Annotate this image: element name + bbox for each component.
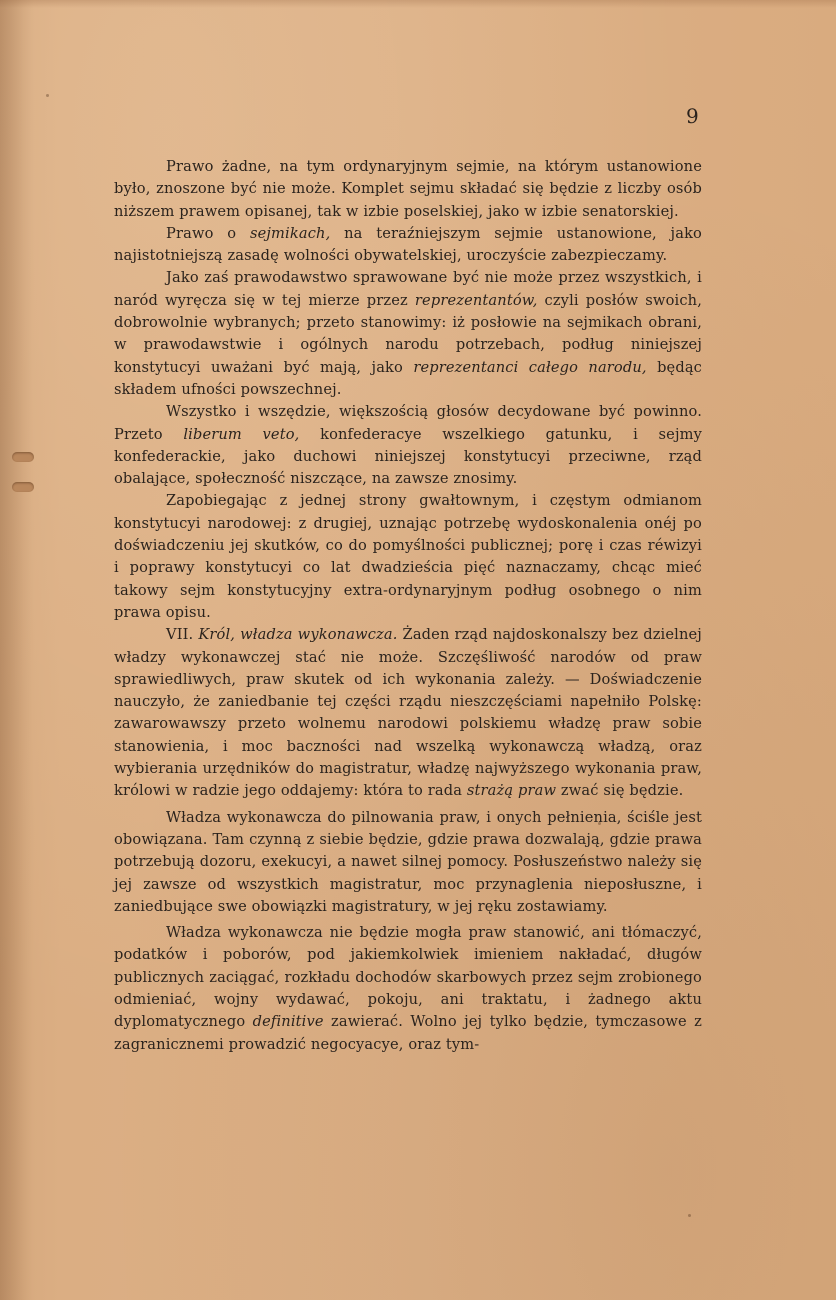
paragraph (114, 490, 702, 624)
paper-speck (688, 1214, 691, 1217)
paragraph (114, 401, 702, 490)
binding-edge (0, 0, 34, 1300)
binding-hole-lower (12, 482, 34, 492)
body-text (114, 156, 702, 1056)
paragraph (114, 267, 702, 401)
section-number: VII. (166, 626, 199, 644)
paragraph (114, 156, 702, 223)
section-heading: Król, władza wykonawcza. (198, 626, 398, 644)
paragraph-text: czyli posłów swoich, dobrowolnie wybranych; przeto stanowimy: iż posłowie na sejmikach obrani, w prawodawstwie i ogólnych narodu potrzebach, podług niniejszej konstytucyi uważani być mają, jako (114, 291, 702, 376)
paragraph-text: Zapobiegając z jednej strony gwałtownym, i częstym odmianom konstytucyi narodowej: z drugiej, uznając potrzebę wydoskonalenia onéj po doświadczeniu jej skutków, co do pomyślności publicznej; porę i czas réwizyi i poprawy konstytucyi co lat dwadzieścia pięć naznaczamy, chcąc mieć takowy sejm konstytucyjny extra-ordynaryjnym podług osobnego o nim prawa opisu. (114, 492, 702, 621)
italic-term: liberum veto, (183, 425, 300, 443)
paragraph (114, 807, 702, 918)
paragraph-text: Prawo żadne, na tym ordynaryjnym sejmie, na którym ustanowione było, znoszone być nie może. Komplet sejmu składać się będzie z liczby osób niższem prawem opisanej, tak w izbie poselskiej, jako w izbie senatorskiej. (114, 158, 702, 220)
paragraph (114, 922, 702, 1056)
paragraph-text: Wszystko i wszędzie, większością głosów decydowane być powinno. Przeto (114, 403, 702, 443)
page-top-edge (0, 0, 836, 8)
italic-term: reprezentanci całego narodu, (413, 358, 647, 376)
paragraph-text: Prawo o (166, 224, 250, 242)
paragraph-text: konfederacye wszelkiego gatunku, i sejmy konfederackie, jako duchowi niniejszej konstytucyi przeciwne, rząd obalające, społeczność niszczące, na zawsze znosimy. (114, 425, 703, 488)
paragraph (114, 223, 702, 268)
section-paragraph (114, 624, 702, 802)
paragraph-text: zwać się będzie. (556, 782, 684, 800)
paragraph-text: zawierać. Wolno jej tylko będzie, tymczasowe z zagranicznemi prowadzić negocyacye, oraz tym- (114, 1013, 702, 1053)
paragraph-text: Władza wykonawcza do pilnowania praw, i onych pełnienia, ściśle jest obowiązana. Tam czynną z siebie będzie, gdzie prawa dozwalają, gdzie prawa potrzebują dozoru, exekucyi, a nawet silnej pomocy. Posłuszeństwo należy się jej zawsze od wszystkich magistratur, moc przynaglenia nieposłuszne, i zaniedbujące swe obowiązki magistratury, w jej ręku zostawiamy. (114, 808, 702, 915)
binding-hole-upper (12, 452, 34, 462)
italic-term: strażą praw (466, 782, 557, 800)
italic-term: sejmikach, (249, 224, 331, 242)
italic-term: reprezentantów, (414, 291, 538, 309)
italic-term: definitive (252, 1013, 324, 1031)
paragraph-text: będąc składem ufności powszechnej. (114, 358, 703, 398)
paper-speck (46, 94, 49, 97)
paragraph-text: Jako zaś prawodawstwo sprawowane być nie może przez wszystkich, i naród wyręcza się w tej mierze przez (114, 269, 702, 309)
paragraph-text: Żaden rząd najdoskonalszy bez dzielnej władzy wykonawczej stać nie może. Szczęśliwość narodów od praw sprawiedliwych, praw skutek od ich wykonania zależy. — Doświadczenie nauczyło, że zaniedbanie tej części rządu nieszczęściami napełniło Polskę: zawarowawszy przeto wolnemu narodowi polskiemu władzę praw sobie stanowienia, i moc baczności nad wszelką wykonawczą władzą, oraz wybierania urzędników do magistratur, władzę najwyższego wykonania praw, królowi w radzie jego oddajemy: która to rada (114, 626, 702, 800)
page-number: 9 (686, 104, 699, 128)
paragraph-text: Władza wykonawcza nie będzie mogła praw stanowić, ani tłómaczyć, podatków i poborów, pod jakiemkolwiek imieniem nakładać, długów publicznych zaciągać, rozkładu dochodów skarbowych przez sejm zrobionego odmieniać, wojny wydawać, pokoju, ani traktatu, i żadnego aktu dyplomatycznego (114, 924, 702, 1031)
paragraph-text: na teraźniejszym sejmie ustanowione, jako najistotniejszą zasadę wolności obywatelskiej, uroczyście zabezpieczamy. (114, 224, 702, 265)
